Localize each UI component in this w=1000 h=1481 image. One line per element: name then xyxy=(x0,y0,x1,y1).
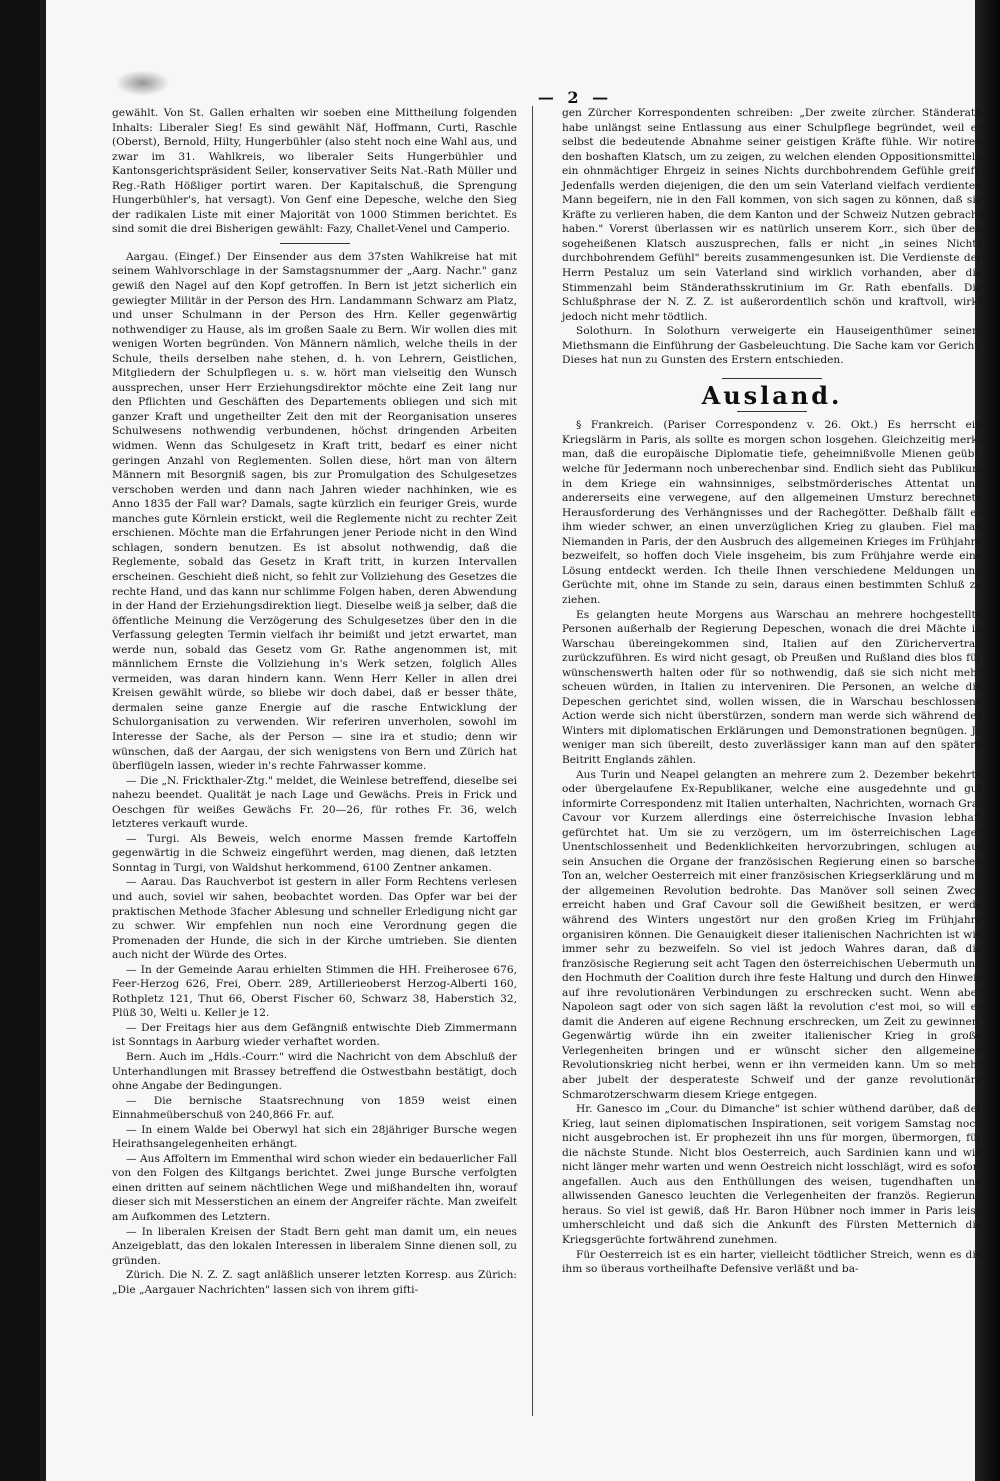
article-paragraph: § Frankreich. (Pariser Correspondenz v. 26. Okt.) Es herrscht ein Kriegslärm in Paris, als sollte es morgen schon losgehen. Gleichzeitig merkt man, daß die europäische Diplomatie tiefe, geheimnißvolle Mienen geübt, welche für Jedermann noch unberechenbar sind. Endlich sieht das Publikum in dem Kriege ein wahnsinniges, selbstmörderisches Attentat und andererseits eine verwegene, auf den allgemeinen Umsturz berechnete Herausforderung des Verhängnisses und der Rachegötter. Deßhalb fällt es ihm wieder schwer, an einen unverzüglichen Krieg zu glauben. Fiel man Niemanden in Paris, der den Ausbruch des allgemeinen Krieges im Frühjahre bezweifelt, so hoffen doch Viele insgeheim, bis zum Frühjahre werde eine Lösung entdeckt werden. Ich theile Ihnen verschiedene Meldungen und Gerüchte mit, ohne im Stande zu sein, daraus einen bestimmten Schluß zu ziehen. xyxy=(562,419,982,606)
article-paragraph: — Der Freitags hier aus dem Gefängniß entwischte Dieb Zimmermann ist Sonntags in Aarburg wieder verhaftet worden. xyxy=(112,1021,517,1049)
article-paragraph: — Aus Affoltern im Emmenthal wird schon wieder ein bedauerlicher Fall von den Folgen des Kiltgangs berichtet. Zwei junge Bursche verfolgten einen dritten auf seinem nächtlichen Wege und mißhandelten ihn, worauf dieser sich mit Messerstichen an einem der Angreifer rächte. Man zweifelt am Aufkommen des Letztern. xyxy=(112,1152,517,1224)
separator-rule xyxy=(737,411,807,412)
article-paragraph: Bern. Auch im „Hdls.-Courr." wird die Nachricht von dem Abschluß der Unterhandlungen mit Brassey betreffend die Ostwestbahn bestätigt, doch ohne Angabe der Bedingungen. xyxy=(112,1051,517,1093)
article-paragraph: Für Oesterreich ist es ein harter, vielleicht tödtlicher Streich, wenn es die ihm so überaus vortheilhafte Defensive verläßt und ba- xyxy=(562,1248,982,1276)
article-paragraph: — In liberalen Kreisen der Stadt Bern geht man damit um, ein neues Anzeigeblatt, das den lokalen Interessen in liberalem Sinne dienen soll, zu gründen. xyxy=(112,1225,517,1267)
separator-rule xyxy=(280,243,350,244)
article-paragraph: Hr. Ganesco im „Cour. du Dimanche" ist schier wüthend darüber, daß der Krieg, laut seinen diplomatischen Inspirationen, seit vorigem Samstag noch nicht ausgebrochen ist. Er prophezeit ihn uns für morgen, übermorgen, für die nächste Stunde. Nicht blos Oesterreich, auch Sardinien kann und will nicht länger mehr warten und wenn Oestreich nicht losschlägt, wird es sofort angefallen. Auch aus den Enthüllungen des weisen, tugendhaften und allwissenden Ganesco leuchten die Verlegenheiten der französ. Regierung heraus. So viel ist gewiß, daß Hr. Baron Hübner noch immer in Paris leise umherschleicht und daß sich die Ankunft des Fürsten Metternich die Kriegsgerüchte fortwährend zunehmen. xyxy=(562,1103,982,1247)
article-paragraph: gen Zürcher Korrespondenten schreiben: „Der zweite zürcher. Ständerath habe unlängst seine Entlassung aus einer Schulpflege begründet, weil er selbst die bedeutende Abnahme seiner geistigen Kräfte fühle. Wir notiren den boshaften Klatsch, um zu zeigen, zu welchen elenden Oppositionsmitteln ein ohnmächtiger Ehrgeiz in seines Nichts durchbohrendem Gefühle greift. Jedenfalls werden diejenigen, die den um sein Vaterland vielfach verdienten Mann begeifern, nie in den Fall kommen, von sich sagen zu können, daß sie Kräfte zu verlieren haben, die dem Kanton und der Schweiz Nutzen gebracht haben." Vorerst überlassen wir es natürlich unserem Korr., sich über den sogeheißenen Klatsch auszusprechen, falls er nicht „in seines Nichts durchbohrendem Gefühl" bereits zusammengesunken ist. Die Verdienste der Herrn Pestaluz um sein Vaterland sind wirklich vorhanden, aber die Stimmenzahl beim Ständerathsskrutinium im Gr. Rath ebenfalls. Die Schlußphrase der N. Z. Z. ist außerordentlich schön und kraftvoll, wirkt jedoch nicht mehr tödtlich. xyxy=(562,107,982,323)
article-paragraph: gewählt. Von St. Gallen erhalten wir soeben eine Mittheilung folgenden Inhalts: Liberaler Sieg! Es sind gewählt Näf, Hoffmann, Curti, Raschle (Oberst), Bernold, Hilty, Hungerbühler (also steht noch eine Wahl aus, und zwar im 31. Wahlkreis, wo liberaler Seits Hungerbühler und Kantonsgerichtspräsident Seiler, konservativer Seits Nat.-Rath Müller und Reg.-Rath Hößliger portirt waren. Der Kapitalschuß, die Sprengung Hungerbühler's, hat versagt). Von Genf eine Depesche, welche den Sieg der radikalen Liste mit einer Majorität von 1000 Stimmen berichtet. Es sind somit die drei Bisherigen gewählt: Fazy, Challet-Venel und Camperio. xyxy=(112,107,517,236)
column-divider xyxy=(532,106,533,1416)
right-column xyxy=(562,106,982,1277)
ink-smudge xyxy=(115,70,170,96)
article-paragraph: — Die „N. Frickthaler-Ztg." meldet, die Weinlese betreffend, dieselbe sei nahezu beendet. Qualität je nach Lage und Gewächs. Preis in Frick und Oeschgen für weißes Gewächs Fr. 20—26, für rothes Fr. 36, welch letzteres verkauft wurde. xyxy=(112,774,517,831)
article-paragraph: — In einem Walde bei Oberwyl hat sich ein 28jähriger Bursche wegen Heirathsangelegenheiten erhängt. xyxy=(112,1123,517,1151)
article-paragraph: Aus Turin und Neapel gelangten an mehrere zum 2. Dezember bekehrte oder übergelaufene Ex-Republikaner, welche eine ausgedehnte und gut informirte Correspondenz mit Italien unterhalten, Nachrichten, wornach Graf Cavour vor Kurzem allerdings eine österreichische Invasion lebhaft gefürchtet hat. Um sie zu verzögern, um im österreichischen Lager Unentschlossenheit und Bedenklichkeiten hervorzubringen, schlugen auf sein Ansuchen die Organe der französischen Regierung einen so barschen Ton an, welcher Oesterreich mit einer französischen Kriegserklärung und mit der allgemeinen Revolution bedrohte. Das Manöver soll seinen Zweck erreicht haben und Graf Cavour soll die Gewißheit besitzen, er werde während des Winters ungestört nur den großen Krieg im Frühjahre organisiren können. Die Genauigkeit dieser italienischen Nachrichten ist wie immer sehr zu bezweifeln. So viel ist jedoch Wahres daran, daß die französische Regierung seit acht Tagen den österreichischen Uebermuth und den Hochmuth der Coalition durch ihre feste Haltung und durch den Hinweis auf ihre revolutionären Verbindungen zu erschrecken sucht. Wenn aber Napoleon sagt oder von sich sagen läßt la revolution c'est moi, so will er damit die Anderen auf eigene Rechnung erschrecken, um Zeit zu gewinnen. Gegenwärtig würde ihn ein zweiter italienischer Krieg in große Verlegenheiten bringen und er wünscht sicher den allgemeinen Revolutionskrieg nicht herbei, wenn er ihn vermeiden kann. Um so mehr aber jubelt der desperateste Schweif und der ganze revolutionäre Schmarotzerschwarm diesem Kriege entgegen. xyxy=(562,768,982,1101)
article-paragraph: Aargau. (Eingef.) Der Einsender aus dem 37sten Wahlkreise hat mit seinem Wahlvorschlage in der Samstagsnummer der „Aarg. Nachr." ganz gewiß den Nagel auf den Kopf getroffen. In Bern ist jetzt sicherlich ein gewiegter Militär in der Person des Hrn. Landammann Schwarz am Platz, und unser Schulmann in der Person des Hrn. Keller gegenwärtig nothwendiger zu Hause, als im großen Saale zu Bern. Wir wollen dies mit wenigen Worten begründen. Von Männern nämlich, welche theils in der Schule, theils derselben nahe stehen, d. h. von Lehrern, Geistlichen, Mitgliedern der Schulpflegen u. s. w. hört man vielseitig den Wunsch aussprechen, unser Herr Erziehungsdirektor möchte eine Zeit lang nur den Pflichten und Geschäften des Departements obliegen und sich mit ganzer Kraft und ungetheilter Zeit den mit der Reorganisation unseres Schulwesens nothwendig verbundenen, höchst dringenden Arbeiten widmen. Wenn das Schulgesetz in Kraft tritt, bedarf es einer nicht geringen Anzahl von Reglementen. Sollen diese, hört man von ältern Männern mit Besorgniß sagen, bis zur Promulgation des Schulgesetzes verschoben werden und dann nach Jahren wieder nachhinken, wie es Anno 1835 der Fall war? Damals, sagte kürzlich ein feuriger Greis, wurde manches gute Körnlein erstickt, weil die Reglemente nicht zu rechter Zeit erschienen. Möchte man die Erfahrungen jener Periode nicht in den Wind schlagen, sondern benutzen. Es ist absolut nothwendig, daß die Reglemente, sobald das Gesetz in Kraft tritt, in kurzen Intervallen erscheinen. Geschieht dieß nicht, so fehlt zur Vollziehung des Gesetzes die rechte Hand, und das kann nur schlimme Folgen haben, deren Abwendung in der Hand der Erziehungsdirektion liegt. Dieselbe weiß ja selber, daß die öffentliche Meinung die Verzögerung des Schulgesetzes über den in die Verfassung gelegten Termin vielfach ihr beimißt und jetzt erwartet, man werde nun, sobald das Gesetz vom Gr. Rathe angenommen ist, mit männlichem Ernste die Vollziehung in's Werk setzen, folglich Alles vermeiden, was daran hindern kann. Wenn Herr Keller in allen drei Kreisen gewählt würde, so bliebe wir doch dabei, daß er besser thäte, dermalen seine ganze Energie auf die rasche Entwicklung der Schulorganisation zu verwenden. Wir referiren unverholen, sowohl im Interesse der Sache, als der Person — sine ira et studio; denn wir wünschen, daß der Aargau, der sich wenigstens von Bern und Zürich hat überflügeln lassen, wieder in's rechte Fahrwasser komme. xyxy=(112,250,517,773)
article-paragraph: — Die bernische Staatsrechnung von 1859 weist einen Einnahmeüberschuß von 240,866 Fr. auf. xyxy=(112,1094,517,1122)
left-column xyxy=(112,106,517,1297)
article-paragraph: Es gelangten heute Morgens aus Warschau an mehrere hochgestellte Personen außerhalb der Regierung Depeschen, wonach die drei Mächte in Warschau übereingekommen sind, Italien auf den Zürichervertrag zurückzuführen. Es wird nicht gesagt, ob Preußen und Rußland dies blos für wünschenswerth halten oder für so nothwendig, daß sie sich nicht mehr scheuen würden, in Italien zu interveniren. Die Personen, an welche die Depeschen gerichtet sind, wollen wissen, die in Warschau beschlossene Action werde sich nicht überstürzen, sondern man werde sich während des Winters mit diplomatischen Erklärungen und Demonstrationen begnügen. Je weniger man sich übereilt, desto zuverlässiger kann man auf den spätern Beitritt Englands zählen. xyxy=(562,608,982,766)
article-paragraph: Zürich. Die N. Z. Z. sagt anläßlich unserer letzten Korresp. aus Zürich: „Die „Aargauer Nachrichten" lassen sich von ihrem gifti- xyxy=(112,1269,517,1296)
separator-rule xyxy=(722,378,822,379)
article-paragraph: — Turgi. Als Beweis, welch enorme Massen fremde Kartoffeln gegenwärtig in die Schweiz eingeführt werden, mag dienen, daß letzten Sonntag in Turgi, von Waldshut herkommend, 6100 Zentner ankamen. xyxy=(112,832,517,874)
page-number: — 2 — xyxy=(537,88,613,107)
article-paragraph: — In der Gemeinde Aarau erhielten Stimmen die HH. Freiherosee 676, Feer-Herzog 626, Frei, Oberr. 289, Artillerieoberst Herzog-Alberti 160, Rothpletz 121, Thut 66, Oberst Fischer 60, Schwarz 38, Haberstich 32, Plüß 30, Welti u. Keller je 12. xyxy=(112,963,517,1020)
section-heading: Ausland. xyxy=(701,380,843,410)
article-paragraph: — Aarau. Das Rauchverbot ist gestern in aller Form Rechtens verlesen und auch, soviel wir sahen, beobachtet worden. Das Opfer war bei der praktischen Methode 3facher Ablesung und schneller Erledigung nicht gar zu schwer. Wir empfehlen nun noch eine Verordnung gegen die Promenaden der Hunde, die sich in der Kirche umtrieben. Sie dienten auch nicht der Würde des Ortes. xyxy=(112,876,517,962)
article-paragraph: Solothurn. In Solothurn verweigerte ein Hauseigenthümer seinem Miethsmann die Einführung der Gasbeleuchtung. Die Sache kam vor Gericht. Dieses hat nun zu Gunsten des Erstern entschieden. xyxy=(562,325,982,367)
